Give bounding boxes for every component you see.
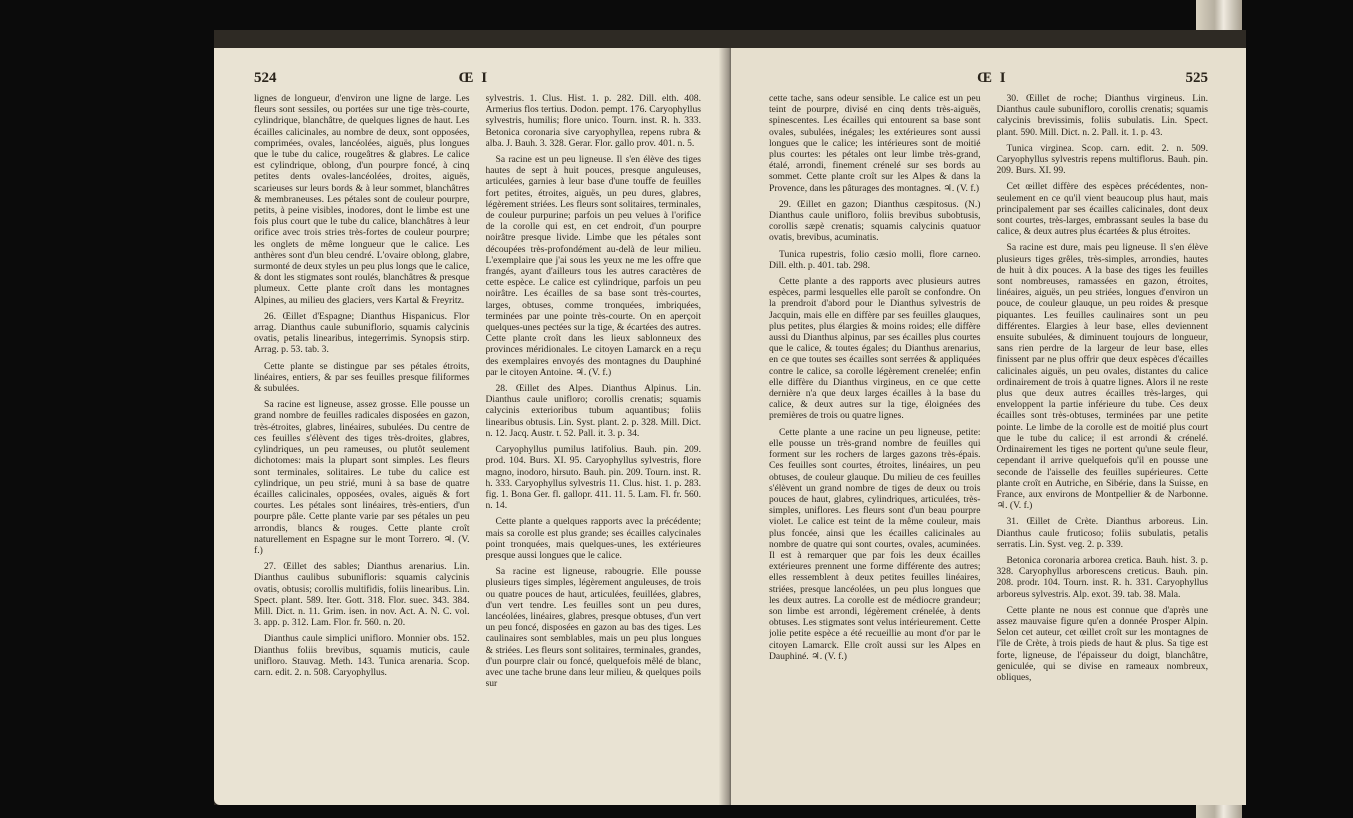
page-number: 525 [1185,70,1208,86]
paragraph: 27. Œillet des sables; Dianthus arenarius. Lin. Dianthus caulibus subunifloris: squamis calycinis ovatis, obtusis; corollis multifidis, foliis linearibus. Lin. Spect. plant. 589. Iter. Gott. 318. Flor. suec. 343. 384. Mill. Dict. n. 11. Grim. isen. in nov. Act. A. N. C. vol. 3. app. p. 312. Lam. Flor. fr. 560. n. 20. [254,561,470,629]
paragraph: Sa racine est un peu ligneuse. Il s'en élève des tiges hautes de sept à huit pouces, presque anguleuses, articulées, garnies à leur base d'une touffe de feuilles fort petites, étroites, aiguës, un peu dures, glabres, légèrement striées. Les fleurs sont solitaires, terminales, de couleur purpurine; parfois un peu velues à l'orifice de la corolle qui est, en cet endroit, d'un pourpre noirâtre presque livide. Limbe que les pétales sont découpées très-profondément au-delà de leur milieu. L'exemplaire que j'ai sous les yeux ne me les offre que frangés, ayant d'ailleurs tous les autres caractères de cette espèce. Le calice est cylindrique, parfois un peu noirâtre. Les écailles de sa base sont très-courtes, larges, obtuses, comme tronquées, imbriquées, terminées par une pointe très-courte. On en aperçoit quelques-unes pectées sur la tige, & écartées des autres. Cette plante croît dans les lieux sablonneux des provinces méridionales. Le citoyen Lamarck en a reçu des exemplaires envoyés des montagnes du Dauphiné par le citoyen Antoine. ♃. (V. f.) [485,154,701,378]
running-head: Œ I [976,70,1008,86]
paragraph: 26. Œillet d'Espagne; Dianthus Hispanicus. Flor arrag. Dianthus caule subuniflorio, squamis calycinis ovatis, petalis linearibus, integerrimis. Synopsis stirp. Arrag. p. 53. tab. 3. [254,310,470,356]
paragraph: 28. Œillet des Alpes. Dianthus Alpinus. Lin. Dianthus caule unifloro; corollis crenatis; squamis calycinis exterioribus tubum aquantibus; foliis linearibus obtusis. Lin. Syst. plant. 2. p. 328. Mill. Dict. n. 12. Jacq. Austr. t. 52. Pall. it. 3. p. 34. [485,383,701,439]
paragraph: Sa racine est ligneuse, assez grosse. Elle pousse un grand nombre de feuilles radicales disposées en gazon, très-étroites, glabres, linéaires, subulées. Du centre de ces feuilles s'élèvent des tiges très-droites, glabres, cylindriques, un peu rameuses, ou plutôt seulement dichotomes: mais la plupart sont simples. Les fleurs sont terminales, solitaires. Le tube du calice est cylindrique, un peu strié, muni à sa base de quatre écailles calicinales, opposées, ovales, aiguës & fort courtes. Les pétales sont linéaires, très-entiers, d'un pourpre pâle. Cette plante varie par ses pétales un peu arrondis, blancs & rouges. Cette plante croît naturellement en Espagne sur le mont Torrero. ♃. (V. f.) [254,399,470,556]
left-page [214,48,729,805]
left-column-2 [486,93,702,694]
running-head: Œ I [458,70,490,86]
right-columns [769,93,1208,688]
paragraph: Cette plante se distingue par ses pétales étroits, linéaires, entiers, & par ses feuilles presque filiformes & subulées. [254,360,470,395]
right-column-1 [769,93,981,688]
paragraph: Betonica coronaria arborea cretica. Bauh. hist. 3. p. 328. Caryophyllus arborescens creticus. Bauh. pin. 208. prodr. 104. Tourn. inst. R. h. 331. Caryophyllus arboreus sylvestris. Alp. exot. 39. tab. 38. Mala. [996,554,1208,600]
paragraph: Cet œillet diffère des espèces précédentes, non-seulement en ce qu'il vient beaucoup plus haut, mais principalement par ses écailles calicinales, dont deux sont courtes, très-larges, embrassant seules la base du calice, & deux autres plus écartées & plus étroites. [996,181,1208,238]
paragraph: Sa racine est ligneuse, rabougrie. Elle pousse plusieurs tiges simples, légèrement anguleuses, de trois ou quatre pouces de haut, articulées, feuillées, glabres, d'un vert tendre. Les feuilles sont un peu dures, lancéolées, linéaires, glabres, presque obtuses, d'un vert un peu foncé, disposées en gazon au bas des tiges. Les caulinaires sont semblables, mais un peu plus longues & striées. Les fleurs sont solitaires, terminales, grandes, d'un pourpre clair ou foncé, quelquefois mêlé de blanc, avec une tache brune dans leur milieu, & quelques poils sur [485,566,701,690]
paragraph: Cette plante ne nous est connue que d'après une assez mauvaise figure qu'en a donnée Prosper Alpin. Selon cet auteur, cet œillet croît sur les montagnes de l'île de Crète, à trois pieds de haut & plus. Sa tige est forte, ligneuse, de l'épaisseur du doigt, blanchâtre, geniculée, qui se divise en rameaux nombreux, obliques, [996,604,1208,683]
page-number: 524 [254,70,277,86]
paragraph: Tunica rupestris, folio cæsio molli, flore carneo. Dill. elth. p. 401. tab. 298. [769,248,981,271]
paragraph: sylvestris. 1. Clus. Hist. 1. p. 282. Dill. elth. 408. Armerius flos tertius. Dodon. pempt. 176. Caryophyllus sylvestris, humilis; flore unico. Tourn. inst. R. h. 333. Betonica coronaria sive caryophyllea, repens rubra & alba. J. Bauh. 3. 328. Gerar. Flor. gallo prov. 401. n. 5. [485,93,701,149]
paragraph: Caryophyllus pumilus latifolius. Bauh. pin. 209. prod. 104. Burs. XI. 95. Caryophyllus sylvestris, flore magno, inodoro, hirsuto. Bauh. pin. 209. Tourn. inst. R. h. 333. Caryophyllus sylvestris 11. Clus. hist. 1. p. 283. fig. 1. Bona Ger. fl. gallopr. 411. 11. 5. Lam. Fl. fr. 560. n. 14. [485,444,701,512]
right-page [731,48,1246,805]
left-page-header [254,70,701,87]
paragraph: 31. Œillet de Crète. Dianthus arboreus. Lin. Dianthus caule fruticoso; foliis subulatis, petalis serratis. Lin. Syst. veg. 2. p. 339. [996,516,1208,550]
paragraph: 30. Œillet de roche; Dianthus virgineus. Lin. Dianthus caule subunifloro, corollis crenatis; squamis calycinis brevissimis, foliis subulatis. Lin. Spect. plant. 590. Mill. Dict. n. 2. Pall. it. 1. p. 43. [996,93,1208,138]
paragraph: Cette plante a quelques rapports avec la précédente; mais sa corolle est plus grande; ses écailles calycinales point tronquées, mais quelques-unes, les extérieures presque aussi longues que le calice. [485,516,701,561]
paragraph: Tunica virginea. Scop. carn. edit. 2. n. 509. Caryophyllus sylvestris repens multiflorus. Bauh. pin. 209. Burs. XI. 99. [996,142,1208,177]
paragraph: Cette plante a une racine un peu ligneuse, petite: elle pousse un très-grand nombre de feuilles qui forment sur les rochers de larges gazons très-épais. Ces feuilles sont courtes, étroites, linéaires, un peu obtuses, de couleur glauque. Du milieu de ces feuilles s'élèvent un grand nombre de tiges de deux ou trois pouces de haut, glabres, cylindriques, articulées, très-simples, uniflores. Les fleurs sont d'un beau pourpre violet. Le calice est teint de la même couleur, mais plus foncée, ainsi que les écailles calicinales au nombre de quatre qui sont courtes, ovales, acuminées. Il est à remarquer que par fois les deux écailles extérieures prennent une forme différente des autres; elles ressemblent à deux petites feuilles linéaires, striées, presque lancéolées, un peu plus longues que les deux autres. La corolle est de médiocre grandeur; son limbe est arrondi, légèrement crénelée, à dents obtuses. Les stigmates sont velus intérieurement. Cette jolie petite espèce a été recueillie au mont d'or par le citoyen Lamarck. Elle croît aussi sur les Alpes en Dauphiné. ♃. (V. f.) [769,426,981,662]
paragraph: 29. Œillet en gazon; Dianthus cæspitosus. (N.) Dianthus caule unifloro, foliis brevibus subobtusis, corollis sæpè crenatis; squamis calycinis quatuor ovatis, brevibus, acuminatis. [769,198,981,244]
open-book [214,30,1246,805]
left-columns [254,93,701,694]
paragraph: Dianthus caule simplici unifloro. Monnier obs. 152. Dianthus foliis brevibus, squamis muticis, caule unifloro. Stauvag. Meth. 143. Tunica arenaria. Scop. carn. edit. 2. n. 508. Caryophyllus. [254,633,470,678]
paragraph: lignes de longueur, d'environ une ligne de large. Les fleurs sont sessiles, ou portées sur une tige très-courte, cylindrique, blanchâtre, de quelques lignes de haut. Les écailles calicinales, au nombre de deux, sont opposées, comprimées, ovales, lancéolées, aiguës, plus longues que le tube du calice, rougeâtres & glabres. Le calice est cylindrique, oblong, d'un pourpre foncé, à cinq petites dents ovales-lancéolées, droites, aiguës, scarieuses sur leurs bords & à leur sommet, blanchâtres & membraneuses. Les pétales sont de couleur pourpre, petits, à peine visibles, inodores, dont le limbe est une fois plus court que le tube du calice, blanchâtres à leur orifice avec trois stries très-fortes de couleur pourpre; les onglets de même longueur que le calice. Les anthères sont d'un bleu cendré. L'ovaire oblong, glabre, surmonté de deux styles un peu plus longs que le calice, & dont les stigmates sont roulés, blanchâtres & presque plumeux. Cette plante croît dans les montagnes Alpines, au milieu des glaciers, vers Kartal & Freyritz. [254,93,470,306]
paragraph: cette tache, sans odeur sensible. Le calice est un peu teint de pourpre, divisé en cinq dents très-aiguës, spinescentes. Les écailles qui entourent sa base sont ovales, subulées, inégales; les extérieures sont aussi longues que le calice; les intérieures sont de moitié plus courtes: les pétales ont leur limbe très-grand, étalé, arrondi, finement crénelé sur ses bords au sommet. Cette plante croît sur les Alpes & dans la Provence, dans les pâturages des montagnes. ♃. (V. f.) [769,93,981,194]
left-column-1 [254,93,470,694]
right-page-header [769,70,1208,87]
right-column-2 [997,93,1209,688]
paragraph: Sa racine est dure, mais peu ligneuse. Il s'en élève plusieurs tiges grêles, très-simples, arrondies, hautes de huit à dix pouces. A la base des tiges les feuilles sont nombreuses, ramassées en gazon, étroites, linéaires, aiguës, un peu striées, longues d'environ un pouce, de couleur glauque, un peu roides & presque piquantes. Les feuilles caulinaires sont un peu différentes. Elargies à leur base, elles deviennent ensuite subulées, & diminuent toujours de longueur, sans rien perdre de la largeur de leur base, elles finissent par ne plus offrir que deux espèces d'écailles calicinales aiguës, un peu ovales, distantes du calice ordinairement de trois à quatre lignes. Alors il ne reste plus que deux autres écailles très-larges, qui enveloppent la partie inférieure du tube. Ces deux écailles sont très-obtuses, terminées par une petite pointe. Le limbe de la corolle est de moitié plus court que le tube du calice; il est arrondi & crénelé. Ordinairement les tiges ne portent qu'une seule fleur, cependant il arrive quelquefois qu'il en pousse une seconde de l'aisselle des feuilles supérieures. Cette plante croît en Autriche, en Sibérie, dans la Suisse, en France, aux environs de Montpellier & de Narbonne. ♃. (V. f.) [996,242,1208,512]
paragraph: Cette plante a des rapports avec plusieurs autres espèces, parmi lesquelles elle paroît se confondre. On la prendroit d'abord pour le Dianthus sylvestris de Jacquin, mais elle en diffère par ses feuilles glauques, plus petites, plus élargies & moins roides; elle diffère aussi du Dianthus alpinus, par ses écailles plus courtes que le calice, & toutes égales; du Dianthus arenarius, en ce que toutes ses écailles sont serrées & appliquées contre le calice, sa corolle légèrement crenelée; enfin elle diffère du Dianthus virgineus, en ce que cette dernière n'a que deux larges écailles à la base du calice, & deux autres sur la tige, éloignées des premières de trois ou quatre lignes. [769,276,981,422]
